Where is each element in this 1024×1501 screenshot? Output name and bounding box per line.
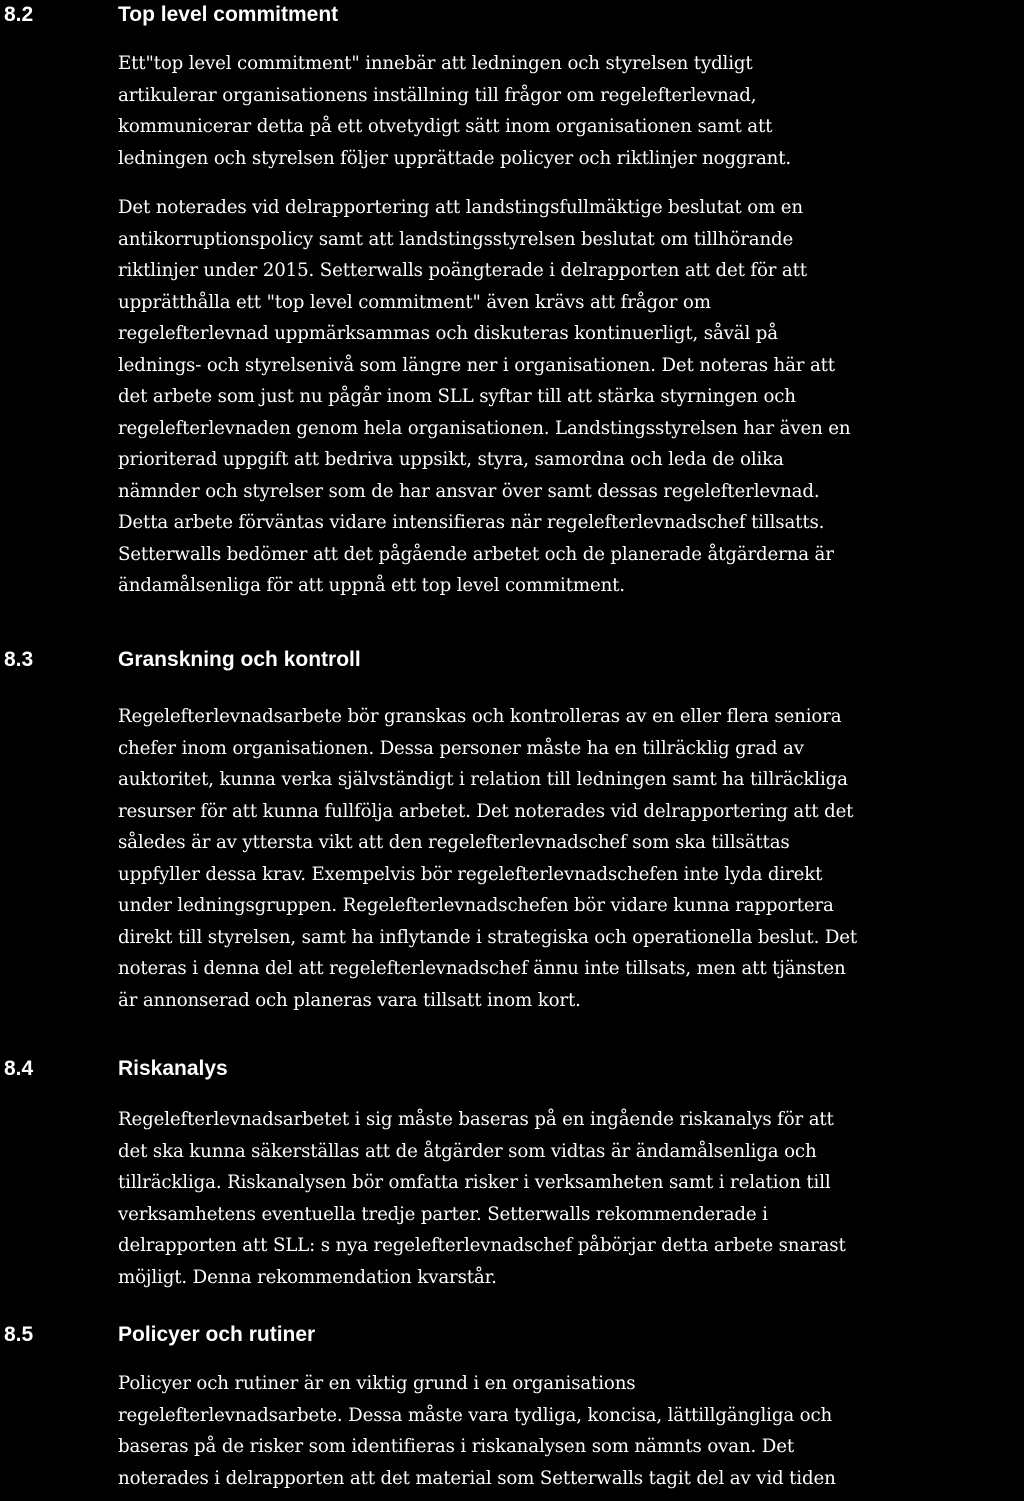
- text-line: auktoritet, kunna verka självständigt i relation till ledningen samt ha tillräckliga: [118, 769, 848, 790]
- section-8-5: [0, 1320, 1024, 1494]
- section-heading: [0, 1320, 1024, 1350]
- paragraph: [118, 192, 1013, 602]
- text-line: är annonserad och planeras vara tillsatt inom kort.: [118, 989, 581, 1011]
- text-line: prioriterad uppgift att bedriva uppsikt, styra, samordna och leda de olika: [118, 449, 784, 470]
- text-line: Det noterades vid delrapportering att landstingsfullmäktige beslutat om en: [118, 197, 803, 218]
- text-line: Setterwalls bedömer att det pågående arbetet och de planerade åtgärderna är: [118, 543, 834, 565]
- section-title: Policyer och rutiner: [118, 1323, 316, 1346]
- section-8-4: [0, 1054, 1024, 1293]
- text-line: resurser för att kunna fullfölja arbetet. Det noterades vid delrapportering att det: [118, 800, 854, 822]
- section-title: Top level commitment: [118, 3, 339, 26]
- text-line: uppfyller dessa krav. Exempelvis bör regelefterlevnadschefen inte lyda direkt: [118, 863, 823, 885]
- text-line: regelefterlevnad uppmärksammas och diskuteras kontinuerligt, såväl på: [118, 323, 778, 344]
- paragraph: [118, 48, 1013, 174]
- text-line: Regelefterlevnadsarbete bör granskas och kontrolleras av en eller flera seniora: [118, 706, 842, 727]
- text-line: antikorruptionspolicy samt att landstingsstyrelsen beslutat om tillhörande: [118, 228, 794, 250]
- text-line: Policyer och rutiner är en viktig grund i en organisations: [118, 1373, 636, 1394]
- section-heading: [0, 645, 1024, 675]
- text-line: möjligt. Denna rekommendation kvarstår.: [118, 1266, 497, 1288]
- text-line: Detta arbete förväntas vidare intensifieras när regelefterlevnadschef tillsatts.: [118, 512, 825, 533]
- paragraph: [118, 701, 1013, 1016]
- text-line: delrapporten att SLL: s nya regelefterlevnadschef påbörjar detta arbete snarast: [118, 1235, 846, 1256]
- text-line: upprätthålla ett "top level commitment" även krävs att frågor om: [118, 291, 711, 313]
- section-heading: [0, 1054, 1024, 1084]
- paragraph: [118, 1104, 1013, 1293]
- text-line: noteras i denna del att regelefterlevnadschef ännu inte tillsats, men att tjänsten: [118, 958, 846, 979]
- text-line: baseras på de risker som identifieras i riskanalysen som nämnts ovan. Det: [118, 1436, 794, 1457]
- section-8-2: [0, 0, 1024, 602]
- text-line: ändamålsenliga för att uppnå ett top level commitment.: [118, 575, 625, 596]
- text-line: chefer inom organisationen. Dessa personer måste ha en tillräcklig grad av: [118, 737, 804, 759]
- text-line: lednings- och styrelsenivå som längre ner i organisationen. Det noteras här att: [118, 354, 835, 376]
- text-line: Regelefterlevnadsarbetet i sig måste baseras på en ingående riskanalys för att: [118, 1109, 834, 1130]
- text-line: det ska kunna säkerställas att de åtgärder som vidtas är ändamålsenliga och: [118, 1140, 817, 1162]
- text-line: regelefterlevnaden genom hela organisationen. Landstingsstyrelsen har även en: [118, 417, 851, 439]
- text-line: noterades i delrapporten att det material som Setterwalls tagit del av vid tiden: [118, 1467, 836, 1489]
- text-line: regelefterlevnadsarbete. Dessa måste vara tydliga, koncisa, lättillgängliga och: [118, 1404, 833, 1426]
- text-line: direkt till styrelsen, samt ha inflytande i strategiska och operationella beslut. Det: [118, 926, 858, 948]
- text-line: nämnder och styrelser som de har ansvar över samt dessas regelefterlevnad.: [118, 480, 820, 502]
- text-line: riktlinjer under 2015. Setterwalls poängterade i delrapporten att det för att: [118, 260, 807, 281]
- text-line: Ett"top level commitment" innebär att ledningen och styrelsen tydligt: [118, 53, 753, 74]
- section-number: 8.5: [4, 1323, 34, 1346]
- section-title: Granskning och kontroll: [118, 648, 361, 671]
- section-number: 8.3: [4, 648, 34, 671]
- section-title: Riskanalys: [118, 1057, 228, 1080]
- section-number: 8.2: [4, 3, 34, 26]
- section-heading: [0, 0, 1024, 30]
- text-line: det arbete som just nu pågår inom SLL syftar till att stärka styrningen och: [118, 386, 796, 407]
- section-8-3: [0, 645, 1024, 1016]
- text-line: under ledningsgruppen. Regelefterlevnadschefen bör vidare kunna rapportera: [118, 895, 834, 916]
- text-line: tillräckliga. Riskanalysen bör omfatta risker i verksamheten samt i relation till: [118, 1172, 831, 1193]
- paragraph: [118, 1368, 1013, 1494]
- text-line: artikulerar organisationens inställning till frågor om regelefterlevnad,: [118, 84, 757, 106]
- section-number: 8.4: [4, 1057, 34, 1080]
- text-line: verksamhetens eventuella tredje parter. Setterwalls rekommenderade i: [118, 1203, 768, 1225]
- text-line: kommunicerar detta på ett otvetydigt sätt inom organisationen samt att: [118, 116, 773, 137]
- text-line: således är av yttersta vikt att den regelefterlevnadschef som ska tillsättas: [118, 832, 790, 853]
- text-line: ledningen och styrelsen följer upprättade policyer och riktlinjer noggrant.: [118, 147, 792, 169]
